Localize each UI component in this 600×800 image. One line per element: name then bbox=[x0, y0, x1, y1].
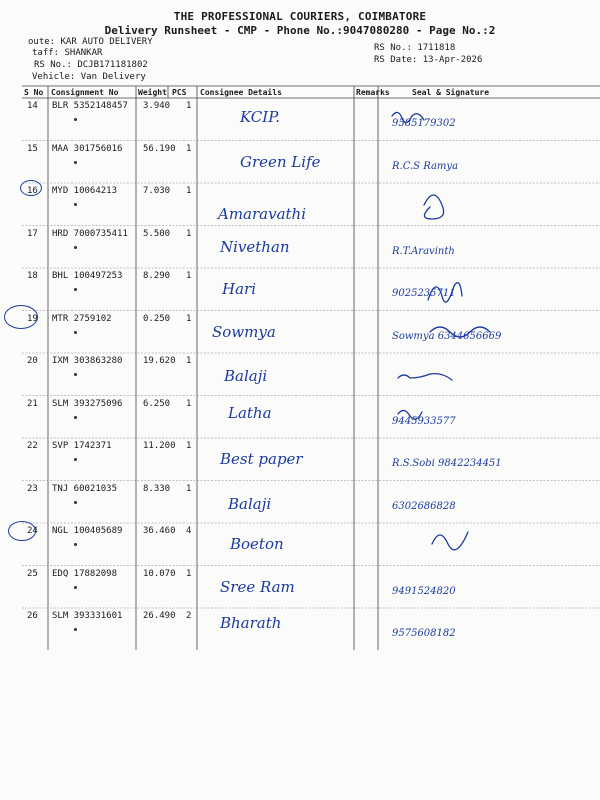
row-seal-signature: 9575608182 bbox=[392, 628, 456, 639]
row-sno: 24 bbox=[27, 526, 38, 536]
row-pcs: 1 bbox=[186, 271, 192, 281]
row-seal-signature: R.S.Sobi 9842234451 bbox=[392, 458, 502, 469]
row-sno: 15 bbox=[27, 143, 38, 154]
row-seal-signature: 9585179302 bbox=[392, 118, 456, 129]
row-pcs: 1 bbox=[186, 568, 192, 579]
row-weight: 3.940 bbox=[143, 101, 171, 111]
row-weight: 56.190 bbox=[143, 143, 176, 154]
col-header-pcs: PCS bbox=[172, 88, 187, 97]
row-sno: 20 bbox=[27, 356, 38, 366]
row-pcs: 1 bbox=[186, 398, 192, 409]
row-seal-signature: Sowmya 6344656669 bbox=[392, 330, 502, 342]
col-header-weight: Weight bbox=[138, 88, 167, 97]
rs-date: RS Date: 13-Apr-2026 bbox=[374, 55, 483, 65]
row-sno: 19 bbox=[27, 313, 38, 324]
col-header-sno: S No bbox=[24, 88, 44, 97]
row-consignee-handwritten: Amaravathi bbox=[218, 205, 307, 223]
row-consignment: SVP 1742371 bbox=[52, 441, 112, 451]
row-pcs: 1 bbox=[186, 228, 192, 239]
row-consignment: BHL 100497253 bbox=[52, 271, 123, 281]
row-sno: 25 bbox=[27, 568, 38, 579]
row-consignee-handwritten: Latha bbox=[228, 403, 272, 422]
row-consignee-handwritten: Balaji bbox=[224, 367, 268, 385]
row-seal-signature: R.C.S Ramya bbox=[392, 160, 459, 172]
row-sno: 26 bbox=[27, 611, 38, 621]
row-consignment: MAA 301756016 bbox=[52, 143, 123, 154]
row-consignee-handwritten: Best paper bbox=[220, 450, 303, 468]
row-consignment: BLR 5352148457 bbox=[52, 101, 128, 111]
row-seal-signature: 9445933577 bbox=[392, 415, 456, 427]
runsheet-subtitle: Delivery Runsheet - CMP - Phone No.:9047080280 - Page No.:2 bbox=[104, 24, 496, 37]
row-consignment: NGL 100405689 bbox=[52, 526, 123, 536]
row-sno: 14 bbox=[27, 101, 38, 111]
row-pcs: 1 bbox=[186, 143, 192, 154]
row-sno: 18 bbox=[27, 271, 38, 281]
circle-mark bbox=[4, 305, 38, 329]
staff-label: taff: SHANKAR bbox=[32, 48, 103, 58]
row-consignee-handwritten: Balaji bbox=[228, 494, 272, 513]
route-label: oute: KAR AUTO DELIVERY bbox=[28, 37, 153, 47]
row-weight: 10.070 bbox=[143, 568, 176, 579]
circle-mark bbox=[8, 521, 36, 541]
row-consignment: SLM 393275096 bbox=[52, 398, 123, 409]
row-weight: 26.490 bbox=[143, 611, 176, 621]
row-sno: 17 bbox=[27, 228, 38, 239]
col-header-remarks: Remarks bbox=[356, 88, 390, 97]
row-pcs: 1 bbox=[186, 483, 192, 494]
row-sno: 22 bbox=[27, 441, 38, 451]
row-consignee-handwritten: Bharath bbox=[220, 614, 282, 632]
row-pcs: 1 bbox=[186, 313, 192, 324]
row-pcs: 2 bbox=[186, 611, 192, 621]
row-sno: 23 bbox=[27, 483, 38, 494]
row-weight: 8.330 bbox=[143, 483, 171, 494]
company-title: THE PROFESSIONAL COURIERS, COIMBATORE bbox=[173, 10, 427, 23]
row-pcs: 1 bbox=[186, 441, 192, 451]
row-weight: 8.290 bbox=[143, 271, 171, 281]
row-weight: 36.460 bbox=[143, 526, 176, 536]
row-pcs: 4 bbox=[186, 526, 192, 536]
row-consignee-handwritten: Boeton bbox=[230, 535, 284, 553]
rs-number: RS No.: 1711818 bbox=[374, 43, 456, 53]
row-sno: 21 bbox=[27, 398, 38, 409]
row-weight: 5.500 bbox=[143, 228, 171, 239]
row-seal-signature: 9025235711 bbox=[392, 288, 456, 299]
row-pcs: 1 bbox=[186, 101, 192, 111]
row-consignment: SLM 393331601 bbox=[52, 611, 123, 621]
vehicle-label: Vehicle: Van Delivery bbox=[32, 72, 146, 82]
row-seal-signature: 6302686828 bbox=[392, 500, 456, 512]
col-header-consignee: Consignee Details bbox=[200, 88, 282, 97]
row-consignee-handwritten: KCIP. bbox=[240, 108, 281, 126]
drs-number: RS No.: DCJB171181802 bbox=[34, 60, 148, 70]
row-consignment: EDQ 17882098 bbox=[52, 568, 118, 579]
row-consignment: HRD 7000735411 bbox=[52, 228, 128, 239]
row-weight: 6.250 bbox=[143, 398, 171, 409]
row-weight: 0.250 bbox=[143, 313, 171, 324]
row-consignee-handwritten: Nivethan bbox=[220, 237, 290, 256]
row-consignment: TNJ 60021035 bbox=[52, 483, 118, 494]
circle-mark bbox=[20, 180, 42, 196]
row-seal-signature: 9491524820 bbox=[392, 585, 456, 597]
row-consignment: IXM 303863280 bbox=[52, 356, 123, 366]
row-pcs: 1 bbox=[186, 356, 192, 366]
row-consignee-handwritten: Hari bbox=[222, 280, 256, 298]
row-weight: 7.030 bbox=[143, 186, 171, 196]
row-consignee-handwritten: Sree Ram bbox=[220, 577, 295, 596]
row-consignee-handwritten: Sowmya bbox=[212, 322, 276, 341]
row-seal-signature: R.T.Aravinth bbox=[392, 245, 455, 257]
row-consignment: MTR 2759102 bbox=[52, 313, 112, 324]
row-weight: 19.620 bbox=[143, 356, 176, 366]
row-pcs: 1 bbox=[186, 186, 192, 196]
col-header-seal: Seal & Signature bbox=[412, 88, 490, 97]
col-header-consignment: Consignment No bbox=[51, 88, 119, 97]
row-weight: 11.200 bbox=[143, 441, 176, 451]
row-consignee-handwritten: Green Life bbox=[240, 152, 321, 171]
row-sno: 16 bbox=[27, 186, 38, 196]
row-consignment: MYD 10064213 bbox=[52, 186, 118, 196]
